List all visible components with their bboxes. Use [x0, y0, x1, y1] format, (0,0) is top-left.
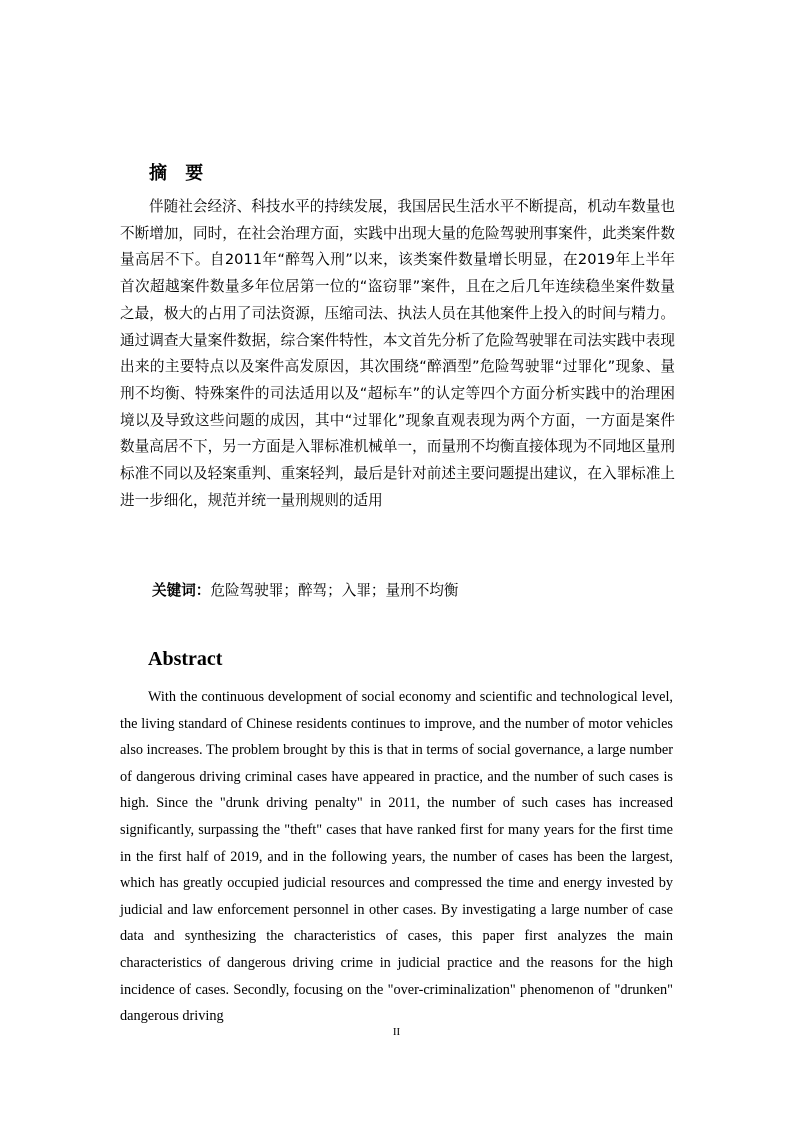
page-number: II	[392, 1026, 401, 1038]
chinese-keywords	[152, 579, 459, 600]
chinese-abstract-body: 伴随社会经济、科技水平的持续发展，我国居民生活水平不断提高，机动车数量也不断增加，同时，在社会治理方面，实践中出现大量的危险驾驶刑事案件，此类案件数量高居不下。自2011年“醉驾入刑”以来，该类案件数量增长明显，在2019年上半年首次超越案件数量多年位居第一位的“盗窃罪”案件，且在之后几年连续稳坐案件数量之最，极大的占用了司法资源，压缩司法、执法人员在其他案件上投入的时间与精力。通过调查大量案件数据，综合案件特性，本文首先分析了危险驾驶罪在司法实践中表现出来的主要特点以及案件高发原因，其次围绕“醉酒型”危险驾驶罪“过罪化”现象、量刑不均衡、特殊案件的司法适用以及“超标车”的认定等四个方面分析实践中的治理困境以及导致这些问题的成因，其中“过罪化”现象直观表现为两个方面，一方面是案件数量高居不下，另一方面是入罪标准机械单一，而量刑不均衡直接体现为不同地区量刑标准不同以及轻案重判、重案轻判，最后是针对前述主要问题提出建议，在入罪标准上进一步细化，规范并统一量刑规则的适用	[120, 198, 675, 509]
keywords-value: 危险驾驶罪；醉驾；入罪；量刑不均衡	[210, 582, 459, 599]
chinese-abstract-heading: 摘 要	[149, 163, 210, 184]
english-abstract-body: With the continuous development of social economy and scientific and technological level, the living standard of Chinese residents continues to improve, and the number of motor vehicles also increases. The problem brought by this is that in terms of social governance, a large number of dangerous driving criminal cases have appeared in practice, and the number of such cases is high. Since the "drunk driving penalty" in 2011, the number of such cases has increased significantly, surpassing the "theft" cases that have ranked first for many years for the first time in the first half of 2019, and in the following years, the number of cases has been the largest, which has greatly occupied judicial resources and compressed the time and energy invested by judicial and law enforcement personnel in other cases. By investigating a large number of case data and synthesizing the characteristics of cases, this paper first analyzes the main characteristics of dangerous driving crime in judicial practice and the reasons for the high incidence of cases. Secondly, focusing on the "over-criminalization" phenomenon of "drunken" dangerous driving	[120, 689, 673, 1025]
keywords-label: 关键词：	[152, 582, 211, 599]
english-abstract-heading: Abstract	[148, 648, 223, 670]
